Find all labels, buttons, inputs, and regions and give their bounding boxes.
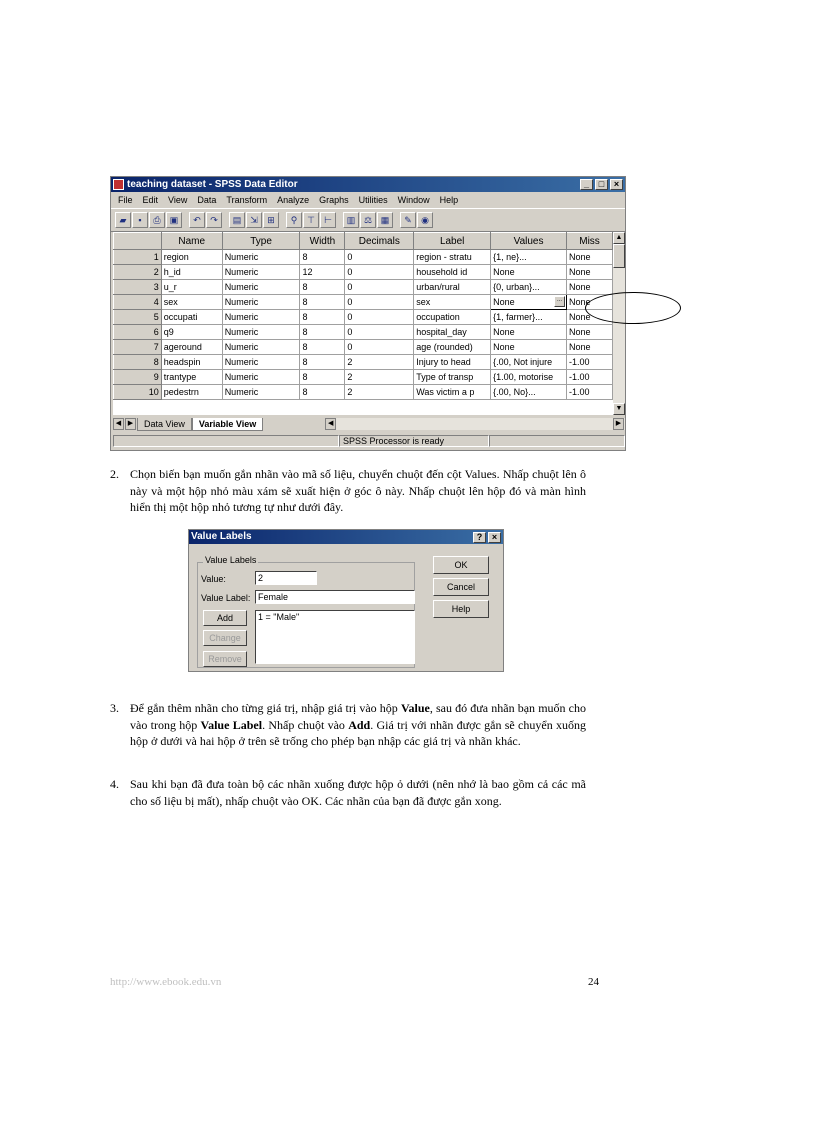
cell-name[interactable]: h_id bbox=[161, 265, 222, 280]
variables-icon[interactable]: ⊞ bbox=[263, 212, 279, 228]
help-icon[interactable]: ? bbox=[473, 532, 486, 543]
menu-help[interactable]: Help bbox=[439, 195, 459, 205]
status-text: SPSS Processor is ready bbox=[339, 435, 489, 447]
cell-type[interactable]: Numeric bbox=[222, 355, 300, 370]
remove-button[interactable]: Remove bbox=[203, 651, 247, 667]
cell-decimals[interactable]: 0 bbox=[345, 325, 414, 340]
menu-bar bbox=[111, 192, 625, 208]
cell-values[interactable]: {.00, No}... bbox=[491, 385, 567, 400]
use-sets-icon[interactable]: ◉ bbox=[417, 212, 433, 228]
cell-type[interactable]: Numeric bbox=[222, 295, 300, 310]
row-number[interactable]: 6 bbox=[114, 325, 162, 340]
cell-label[interactable]: household id bbox=[414, 265, 491, 280]
tab-next-icon[interactable]: ▶ bbox=[125, 418, 136, 430]
open-icon[interactable]: ▰ bbox=[115, 212, 131, 228]
window-titlebar bbox=[111, 177, 625, 192]
row-number[interactable]: 5 bbox=[114, 310, 162, 325]
footer-url[interactable]: http://www.ebook.edu.vn bbox=[110, 976, 222, 988]
help-button[interactable]: Help bbox=[433, 600, 489, 618]
cell-values[interactable]: {.00, Not injure bbox=[491, 355, 567, 370]
cell-name[interactable]: headspin bbox=[161, 355, 222, 370]
row-number[interactable]: 7 bbox=[114, 340, 162, 355]
header-row bbox=[114, 233, 613, 250]
cell-label[interactable]: Type of transp bbox=[414, 370, 491, 385]
value-label: Value: bbox=[201, 574, 226, 584]
menu-transform[interactable]: Transform bbox=[226, 195, 268, 205]
labels-list[interactable] bbox=[255, 610, 415, 664]
redo-icon[interactable]: ↷ bbox=[206, 212, 222, 228]
table-row bbox=[114, 370, 613, 385]
cell-values[interactable]: None bbox=[491, 340, 567, 355]
step3-text bbox=[130, 700, 586, 750]
step3-part4: . Giá trị với nhãn được gắn sẽ chuyển xuống hộp ở dưới và hai hộp ở trên sẽ trống cho phép bạn nhập các giá trị và nhãn khác. bbox=[130, 717, 586, 748]
step2-text: Chọn biến bạn muốn gắn nhãn vào mã số liệu, chuyển chuột đến cột Values. Nhấp chuột lên ô này và một hộp nhỏ màu xám sẽ xuất hiện ở góc ô này. Nhấp chuột lên hộp đó và màn hình hiển thị một hộp nhỏ tương tự như dưới đây. bbox=[130, 467, 586, 514]
values-text: None bbox=[493, 297, 515, 307]
add-button[interactable]: Add bbox=[203, 610, 247, 626]
cell-width[interactable]: 8 bbox=[300, 325, 345, 340]
cell-name[interactable]: trantype bbox=[161, 370, 222, 385]
cell-values[interactable]: None bbox=[491, 325, 567, 340]
status-bar bbox=[113, 433, 625, 449]
cancel-button[interactable]: Cancel bbox=[433, 578, 489, 596]
corner-cell[interactable] bbox=[114, 233, 162, 250]
tab-variable-view[interactable]: Variable View bbox=[192, 418, 263, 431]
scroll-right-icon[interactable]: ▶ bbox=[613, 418, 624, 430]
cell-missing[interactable]: -1.00 bbox=[567, 355, 613, 370]
cell-decimals[interactable]: 0 bbox=[345, 265, 414, 280]
scroll-down-icon[interactable]: ▼ bbox=[613, 403, 625, 415]
step3-part3: . Nhấp chuột vào bbox=[262, 717, 349, 732]
split-file-icon[interactable]: ▥ bbox=[343, 212, 359, 228]
cell-decimals[interactable]: 0 bbox=[345, 280, 414, 295]
cell-decimals[interactable]: 0 bbox=[345, 250, 414, 265]
step3-bold-value-label: Value Label bbox=[200, 717, 263, 732]
row-number[interactable]: 1 bbox=[114, 250, 162, 265]
row-number[interactable]: 3 bbox=[114, 280, 162, 295]
weight-cases-icon[interactable]: ⚖ bbox=[360, 212, 376, 228]
cell-label[interactable]: Injury to head bbox=[414, 355, 491, 370]
col-header-missing[interactable]: Miss bbox=[567, 233, 613, 250]
table-row bbox=[114, 385, 613, 400]
variable-table bbox=[113, 232, 613, 400]
step3-part1: Để gắn thêm nhãn cho từng giá trị, nhập giá trị vào hộp bbox=[130, 701, 401, 715]
value-input[interactable]: 2 bbox=[255, 571, 317, 585]
step3-number: 3. bbox=[110, 701, 119, 715]
dialog-close-icon[interactable]: × bbox=[488, 532, 501, 543]
ok-button[interactable]: OK bbox=[433, 556, 489, 574]
table-row bbox=[114, 355, 613, 370]
step4-number: 4. bbox=[110, 777, 119, 791]
print-icon[interactable]: ⎙ bbox=[149, 212, 165, 228]
dialog-titlebar bbox=[189, 530, 503, 544]
cell-type[interactable]: Numeric bbox=[222, 370, 300, 385]
find-icon[interactable]: ⚲ bbox=[286, 212, 302, 228]
cell-values-selected[interactable] bbox=[491, 295, 567, 310]
menu-window[interactable]: Window bbox=[397, 195, 430, 205]
cell-width[interactable]: 8 bbox=[300, 370, 345, 385]
cell-label[interactable]: age (rounded) bbox=[414, 340, 491, 355]
undo-icon[interactable]: ↶ bbox=[189, 212, 205, 228]
cell-width[interactable]: 8 bbox=[300, 280, 345, 295]
table-row bbox=[114, 295, 613, 310]
cell-missing[interactable]: None bbox=[567, 280, 613, 295]
highlight-ellipse bbox=[585, 292, 681, 324]
col-header-type[interactable]: Type bbox=[222, 233, 300, 250]
cell-type[interactable]: Numeric bbox=[222, 265, 300, 280]
table-row bbox=[114, 280, 613, 295]
status-segment-right bbox=[489, 435, 625, 447]
cell-decimals[interactable]: 0 bbox=[345, 295, 414, 310]
col-header-width[interactable]: Width bbox=[300, 233, 345, 250]
cell-missing[interactable]: None bbox=[567, 295, 613, 310]
values-ellipsis-button[interactable]: ... bbox=[554, 296, 565, 307]
goto-chart-icon[interactable]: ▤ bbox=[229, 212, 245, 228]
scroll-thumb[interactable] bbox=[613, 244, 625, 268]
value-labels-dialog bbox=[188, 529, 504, 672]
cell-values[interactable]: {1, farmer}... bbox=[491, 310, 567, 325]
cell-values[interactable]: {0, urban}... bbox=[491, 280, 567, 295]
cell-name[interactable]: sex bbox=[161, 295, 222, 310]
cell-label[interactable]: occupation bbox=[414, 310, 491, 325]
cell-name[interactable]: ageround bbox=[161, 340, 222, 355]
value-labels-icon[interactable]: ✎ bbox=[400, 212, 416, 228]
toolbar bbox=[111, 208, 625, 232]
cell-name[interactable]: q9 bbox=[161, 325, 222, 340]
group-label: Value Labels bbox=[205, 555, 257, 565]
cell-width[interactable]: 8 bbox=[300, 340, 345, 355]
cell-type[interactable]: Numeric bbox=[222, 325, 300, 340]
cell-width[interactable]: 8 bbox=[300, 310, 345, 325]
row-number[interactable]: 10 bbox=[114, 385, 162, 400]
step3-bold-value: Value bbox=[400, 701, 430, 715]
tab-data-view[interactable]: Data View bbox=[137, 418, 192, 431]
minimize-icon[interactable]: _ bbox=[580, 179, 593, 190]
table-row bbox=[114, 340, 613, 355]
menu-analyze[interactable]: Analyze bbox=[277, 195, 310, 205]
cell-decimals[interactable]: 2 bbox=[345, 370, 414, 385]
cell-name[interactable]: pedestrn bbox=[161, 385, 222, 400]
cell-width[interactable]: 8 bbox=[300, 295, 345, 310]
cell-type[interactable]: Numeric bbox=[222, 340, 300, 355]
table-row bbox=[114, 250, 613, 265]
cell-width[interactable]: 8 bbox=[300, 250, 345, 265]
cell-decimals[interactable]: 0 bbox=[345, 340, 414, 355]
step2-number: 2. bbox=[110, 467, 119, 481]
dialog-recall-icon[interactable]: ▣ bbox=[166, 212, 182, 228]
table-row bbox=[114, 325, 613, 340]
value-label-label: Value Label: bbox=[201, 593, 251, 603]
cell-label[interactable]: hospital_day bbox=[414, 325, 491, 340]
menu-file[interactable]: File bbox=[118, 195, 133, 205]
row-number[interactable]: 9 bbox=[114, 370, 162, 385]
menu-graphs[interactable]: Graphs bbox=[319, 195, 349, 205]
menu-data[interactable]: Data bbox=[197, 195, 217, 205]
cell-missing[interactable]: None bbox=[567, 265, 613, 280]
cell-label[interactable]: region - stratu bbox=[414, 250, 491, 265]
row-number[interactable]: 2 bbox=[114, 265, 162, 280]
table-row bbox=[114, 265, 613, 280]
col-header-decimals[interactable]: Decimals bbox=[345, 233, 414, 250]
scroll-up-icon[interactable]: ▲ bbox=[613, 232, 625, 244]
spss-app-icon bbox=[113, 179, 124, 190]
col-header-values[interactable]: Values bbox=[491, 233, 567, 250]
cell-type[interactable]: Numeric bbox=[222, 280, 300, 295]
menu-utilities[interactable]: Utilities bbox=[358, 195, 388, 205]
cell-values[interactable]: None bbox=[491, 265, 567, 280]
cell-label[interactable]: Was victim a p bbox=[414, 385, 491, 400]
horizontal-scrollbar[interactable] bbox=[325, 418, 625, 430]
maximize-icon[interactable]: □ bbox=[595, 179, 608, 190]
cell-decimals[interactable]: 0 bbox=[345, 310, 414, 325]
row-number[interactable]: 8 bbox=[114, 355, 162, 370]
value-label-input[interactable]: Female bbox=[255, 590, 415, 604]
select-cases-icon[interactable]: ▦ bbox=[377, 212, 393, 228]
col-header-label[interactable]: Label bbox=[414, 233, 491, 250]
variable-view-grid bbox=[113, 232, 613, 415]
cell-values[interactable]: {1, ne}... bbox=[491, 250, 567, 265]
cell-missing[interactable]: None bbox=[567, 340, 613, 355]
sheet-tabs-row bbox=[113, 417, 625, 431]
window-title: teaching dataset - SPSS Data Editor bbox=[127, 179, 298, 190]
cell-missing[interactable]: -1.00 bbox=[567, 370, 613, 385]
page-number: 24 bbox=[588, 976, 599, 988]
cell-missing[interactable]: None bbox=[567, 310, 613, 325]
cell-type[interactable]: Numeric bbox=[222, 310, 300, 325]
step3-bold-add: Add bbox=[348, 717, 371, 732]
cell-name[interactable]: u_r bbox=[161, 280, 222, 295]
goto-case-icon[interactable]: ⇲ bbox=[246, 212, 262, 228]
cell-missing[interactable]: None bbox=[567, 250, 613, 265]
cell-name[interactable]: occupati bbox=[161, 310, 222, 325]
tab-first-icon[interactable]: ◀ bbox=[113, 418, 124, 430]
cell-label[interactable]: urban/rural bbox=[414, 280, 491, 295]
cell-width[interactable]: 12 bbox=[300, 265, 345, 280]
col-header-name[interactable]: Name bbox=[161, 233, 222, 250]
cell-missing[interactable]: None bbox=[567, 325, 613, 340]
status-segment-left bbox=[113, 435, 339, 447]
close-icon[interactable]: × bbox=[610, 179, 623, 190]
cell-type[interactable]: Numeric bbox=[222, 385, 300, 400]
table-row bbox=[114, 310, 613, 325]
cell-values[interactable]: {1.00, motorise bbox=[491, 370, 567, 385]
cell-decimals[interactable]: 2 bbox=[345, 385, 414, 400]
insert-case-icon[interactable]: ⊤ bbox=[303, 212, 319, 228]
dialog-title: Value Labels bbox=[191, 531, 252, 542]
cell-type[interactable]: Numeric bbox=[222, 250, 300, 265]
menu-edit[interactable]: Edit bbox=[142, 195, 159, 205]
cell-label[interactable]: sex bbox=[414, 295, 491, 310]
cell-decimals[interactable]: 2 bbox=[345, 355, 414, 370]
row-number[interactable]: 4 bbox=[114, 295, 162, 310]
step4-text: Sau khi bạn đã đưa toàn bộ các nhãn xuống được hộp ỏ dưới (nên nhớ là bao gồm cả các mã cho số liệu bị mất), nhấp chuột vào OK. Các nhãn của bạn đã được gắn xong. bbox=[130, 777, 586, 808]
list-item[interactable]: 1 = "Male" bbox=[258, 612, 300, 622]
change-button[interactable]: Change bbox=[203, 630, 247, 646]
save-icon[interactable]: ▪ bbox=[132, 212, 148, 228]
insert-variable-icon[interactable]: ⊢ bbox=[320, 212, 336, 228]
scroll-left-icon[interactable]: ◀ bbox=[325, 418, 336, 430]
cell-width[interactable]: 8 bbox=[300, 385, 345, 400]
menu-view[interactable]: View bbox=[168, 195, 188, 205]
step3-part2: , sau đó đưa nhãn bạn muốn cho vào trong hộp bbox=[130, 701, 586, 732]
cell-missing[interactable]: -1.00 bbox=[567, 385, 613, 400]
cell-width[interactable]: 8 bbox=[300, 355, 345, 370]
spss-data-editor-window bbox=[110, 176, 626, 451]
cell-name[interactable]: region bbox=[161, 250, 222, 265]
